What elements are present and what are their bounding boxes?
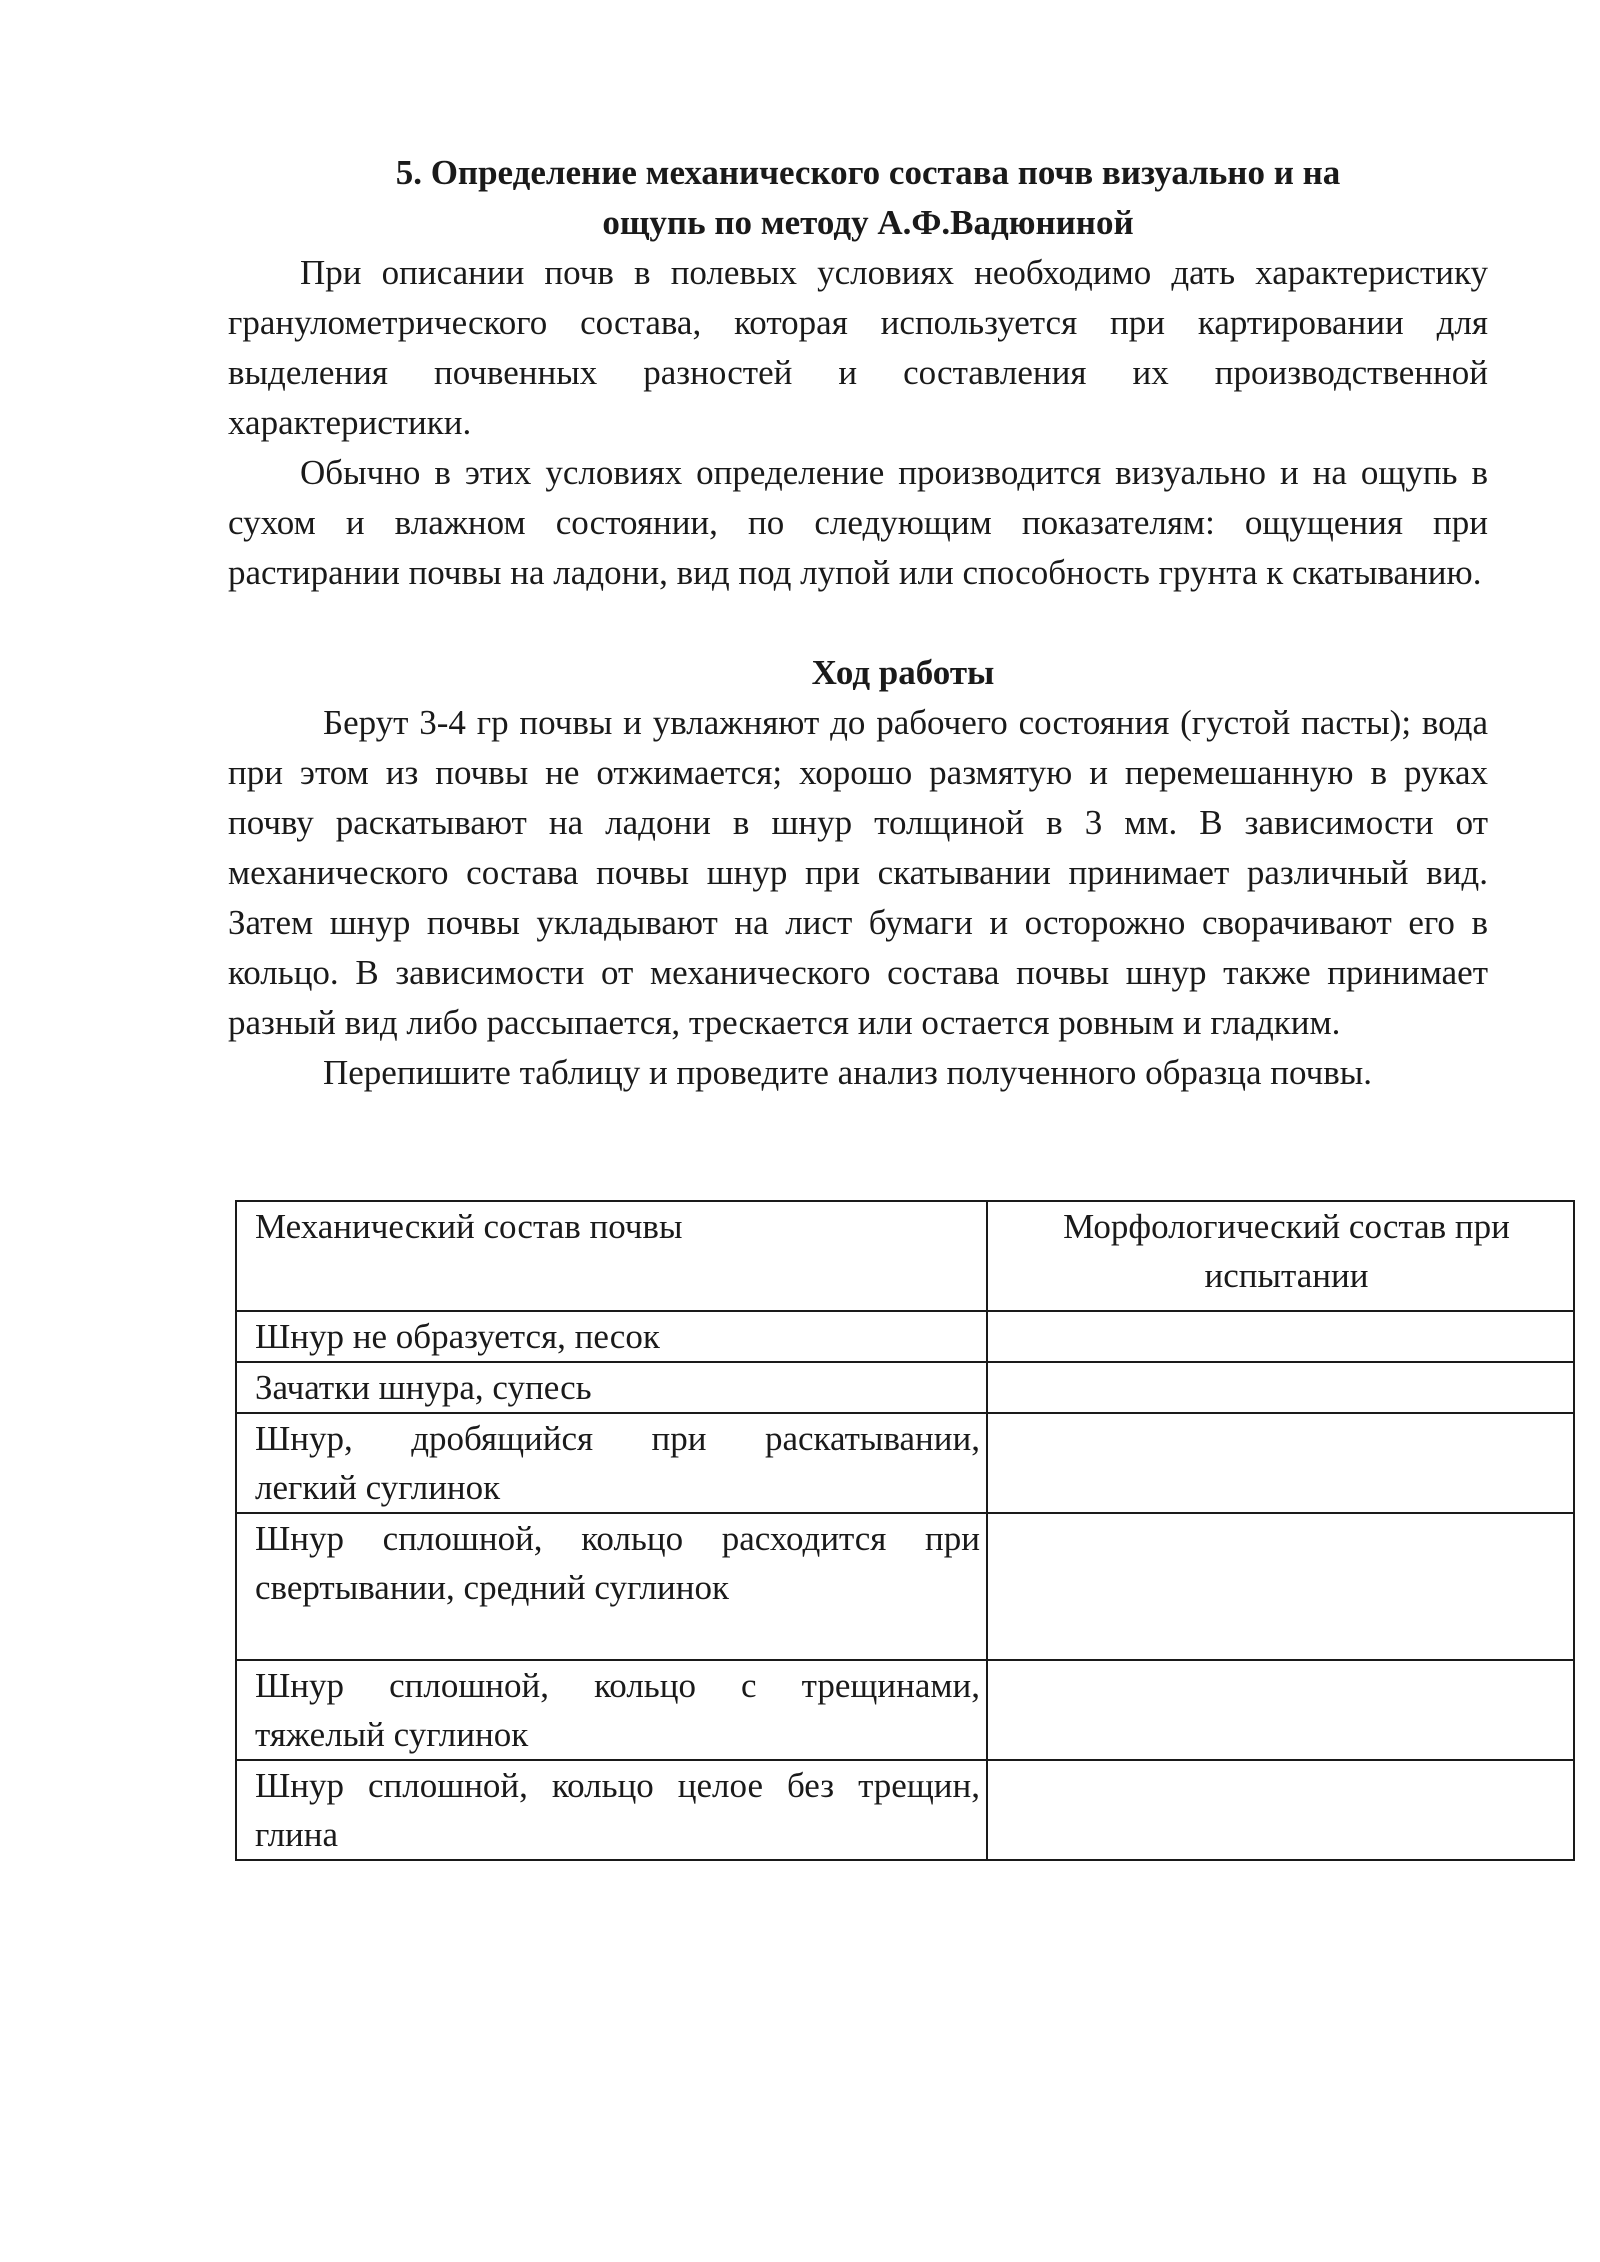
table-row bbox=[236, 1513, 1574, 1660]
morphology-cell bbox=[987, 1660, 1574, 1760]
soil-type-cell bbox=[236, 1311, 987, 1362]
work-paragraph-1: Берут 3-4 гр почвы и увлажняют до рабочего состояния (густой пасты); вода при этом из почвы не отжимается; хорошо размятую и перемешанную в руках почву раскатывают на ладони в шнур толщиной в 3 мм. В зависимости от механического состава почвы шнур при скатывании принимает различный вид. Затем шнур почвы укладывают на лист бумаги и осторожно сворачивают его в кольцо. В зависимости от механического состава почвы шнур также принимает разный вид либо рассыпается, трескается или остается ровным и гладким. bbox=[228, 703, 1488, 1042]
title-line-1: 5. Определение механического состава почв визуально и на bbox=[395, 153, 1341, 192]
title-line-2: ощупь по методу А.Ф.Вадюниной bbox=[602, 203, 1134, 242]
soil-type-line1: Шнур, дробящийся при раскатывании, bbox=[255, 1419, 980, 1458]
soil-type-cell bbox=[236, 1362, 987, 1413]
header-col2-line2: испытании bbox=[1204, 1256, 1369, 1295]
morphology-cell bbox=[987, 1362, 1574, 1413]
document-page bbox=[228, 148, 1488, 1098]
table-row bbox=[236, 1311, 1574, 1362]
soil-type-line2: тяжелый суглинок bbox=[255, 1715, 529, 1754]
table-header-row bbox=[236, 1201, 1574, 1311]
soil-type-line1: Шнур не образуется, песок bbox=[255, 1317, 660, 1356]
morphology-cell bbox=[987, 1413, 1574, 1513]
header-col2-line1: Морфологический состав при bbox=[1063, 1207, 1510, 1246]
morphology-cell bbox=[987, 1513, 1574, 1660]
morphology-cell bbox=[987, 1760, 1574, 1860]
intro-paragraph-2: Обычно в этих условиях определение производится визуально и на ощупь в сухом и влажном состоянии, по следующим показателям: ощущения при растирании почвы на ладони, вид под лупой или способность грунта к скатыванию. bbox=[228, 453, 1488, 592]
table-header-col2 bbox=[987, 1201, 1574, 1311]
soil-type-line1: Шнур сплошной, кольцо расходится при bbox=[255, 1519, 980, 1558]
intro-paragraph-1: При описании почв в полевых условиях необходимо дать характеристику гранулометрического состава, которая используется при картировании для выделения почвенных разностей и составления их производственной характеристики. bbox=[228, 253, 1488, 442]
section-title: Ход работы bbox=[811, 653, 995, 692]
table-row bbox=[236, 1660, 1574, 1760]
soil-type-cell bbox=[236, 1413, 987, 1513]
soil-type-line2: легкий суглинок bbox=[255, 1468, 501, 1507]
table-row bbox=[236, 1413, 1574, 1513]
work-paragraph-2: Перепишите таблицу и проведите анализ полученного образца почвы. bbox=[323, 1053, 1373, 1092]
soil-type-cell bbox=[236, 1513, 987, 1660]
soil-type-line1: Шнур сплошной, кольцо с трещинами, bbox=[255, 1666, 980, 1705]
soil-type-line2: свертывании, средний суглинок bbox=[255, 1568, 729, 1607]
soil-composition-table bbox=[235, 1200, 1575, 1861]
soil-type-line1: Шнур сплошной, кольцо целое без трещин, bbox=[255, 1766, 980, 1805]
soil-type-cell bbox=[236, 1760, 987, 1860]
document-title bbox=[228, 148, 1488, 248]
soil-type-line2: глина bbox=[255, 1815, 339, 1854]
table-header-col1: Механический состав почвы bbox=[236, 1201, 987, 1311]
soil-type-line1: Зачатки шнура, супесь bbox=[255, 1368, 592, 1407]
table-row bbox=[236, 1760, 1574, 1860]
morphology-cell bbox=[987, 1311, 1574, 1362]
soil-type-cell bbox=[236, 1660, 987, 1760]
table-row bbox=[236, 1362, 1574, 1413]
